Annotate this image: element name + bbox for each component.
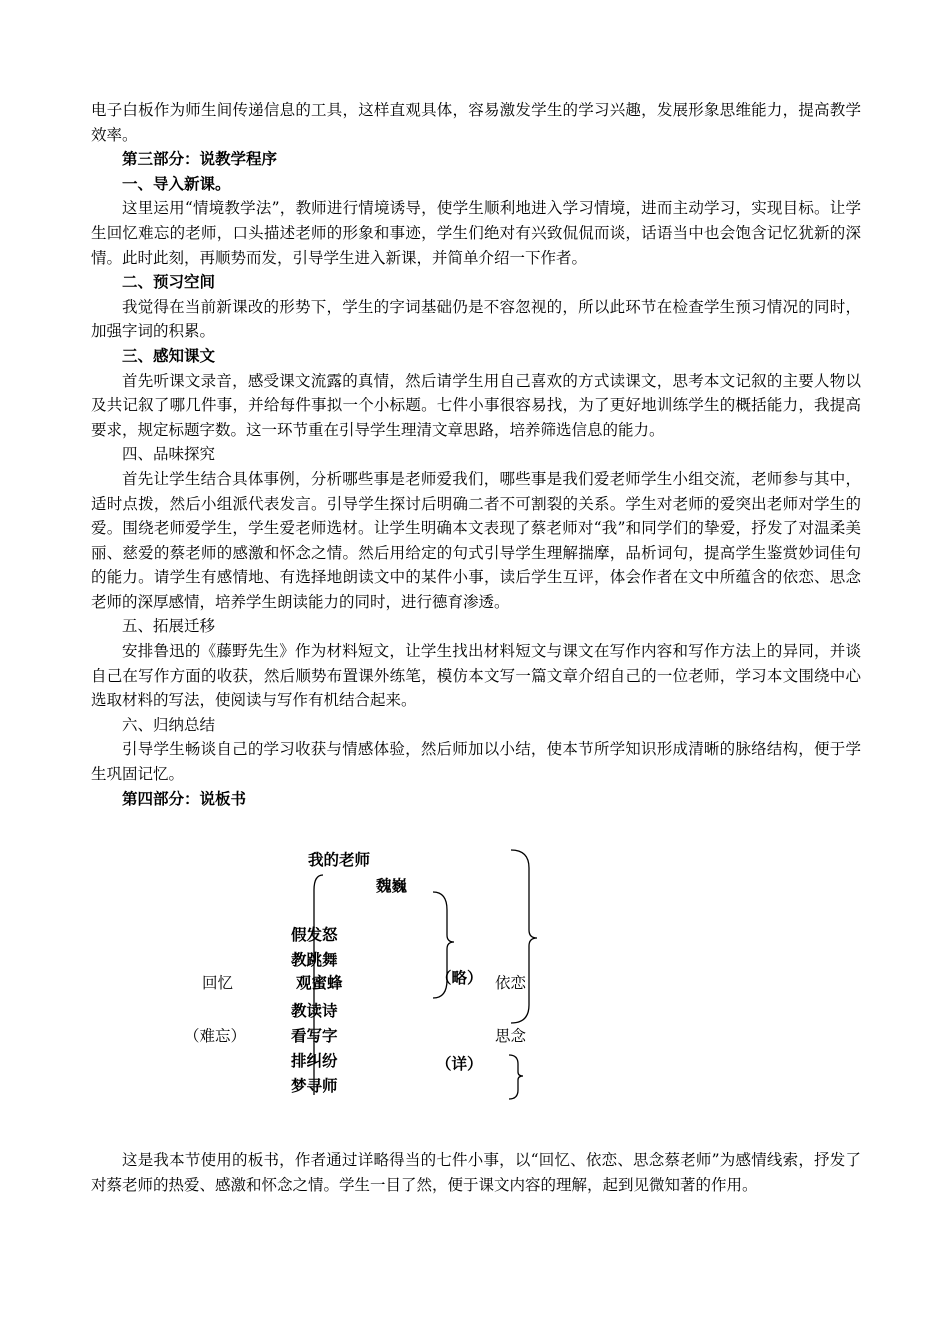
right-brace (511, 850, 537, 1023)
event-item: 看写字 (291, 1026, 338, 1045)
unforgettable-label: （难忘） (184, 1027, 247, 1045)
recall-label: 回忆 (202, 974, 234, 992)
paragraph-5: 安排鲁迅的《藤野先生》作为材料短文，让学生找出材料短文与课文在写作内容和写作方法上的异同，并谈自己在写作方面的收获，然后顺势布置课外练笔，模仿本文写一篇文章介绍自己的一位老师，学习本文围绕中心选取材料的写法，使阅读与写作有机结合起来。 (91, 642, 861, 710)
brief-label: （略） (436, 968, 483, 987)
event-item: 假发怒 (291, 925, 338, 944)
board-author: 魏巍 (376, 876, 408, 895)
subheading-4: 四、品味探究 (122, 445, 216, 464)
paragraph-2: 我觉得在当前新课改的形势下，学生的字词基础仍是不容忽视的，所以此环节在检查学生预习情况的同时，加强字词的积累。 (91, 297, 861, 341)
blackboard-diagram (91, 840, 861, 1110)
subheading-1: 一、导入新课。 (122, 173, 231, 193)
event-item: 梦寻师 (291, 1076, 338, 1095)
event-item: 教跳舞 (291, 950, 338, 969)
attachment-label: 依恋 (495, 974, 527, 992)
event-item: 观蜜蜂 (296, 973, 343, 992)
paragraph-4: 首先让学生结合具体事例，分析哪些事是老师爱我们，哪些事是我们爱老师学生小组交流，老师参与其中，适时点拨，然后小组派代表发言。引导学生探讨后明确二者不可割裂的关系。学生对老师的爱突出老师对学生的爱。围绕老师爱学生，学生爱老师选材。让学生明确本文表现了蔡老师对“我”和同学们的挚爱，抒发了对温柔美丽、慈爱的蔡老师的感激和怀念之情。然后用给定的句式引导学生理解揣摩，品析词句，提高学生鉴赏妙词佳句的能力。请学生有感情地、有选择地朗读文中的某件小事，读后学生互评，体会作者在文中所蕴含的依恋、思念老师的深厚感情，培养学生朗读能力的同时，进行德育渗透。 (91, 469, 861, 611)
paragraph-3: 首先听课文录音，感受课文流露的真情，然后请学生用自己喜欢的方式读课文，思考本文记叙的主要人物以及共记叙了哪几件事，并给每件事拟一个小标题。七件小事很容易找，为了更好地训练学生的概括能力，我提高要求，规定标题字数。这一环节重在引导学生理清文章思路，培养筛选信息的能力。 (91, 371, 861, 439)
event-item: 教读诗 (291, 1001, 338, 1020)
paragraph-6: 引导学生畅谈自己的学习收获与情感体验，然后师加以小结，使本节所学知识形成清晰的脉络结构，便于学生巩固记忆。 (91, 740, 861, 784)
subheading-6: 六、归纳总结 (122, 715, 216, 734)
subheading-2: 二、预习空间 (122, 272, 216, 292)
conclusion-text (91, 1148, 861, 1197)
subheading-3: 三、感知课文 (122, 345, 216, 365)
lesson-text (91, 98, 861, 811)
detail-brace (509, 1055, 523, 1099)
detail-label: （详） (436, 1054, 483, 1073)
paragraph-1: 这里运用“情境教学法”，教师进行情境诱导，使学生顺利地进入学习情境，进而主动学习，实现目标。让学生回忆难忘的老师，口头描述老师的形象和事迹，学生们绝对有兴致侃侃而谈，话语当中也会饱含记忆犹新的深情。此时此刻，再顺势而发，引导学生进入新课，并简单介绍一下作者。 (91, 199, 861, 267)
longing-label: 思念 (495, 1027, 527, 1045)
subheading-5: 五、拓展迁移 (122, 617, 216, 636)
section-heading-part4: 第四部分：说板书 (122, 788, 247, 808)
conclusion-paragraph: 这是我本节使用的板书，作者通过详略得当的七件小事，以“回忆、依恋、思念蔡老师”为感情线索，抒发了对蔡老师的热爱、感激和怀念之情。学生一目了然，便于课文内容的理解，起到见微知著的作用。 (91, 1151, 861, 1194)
event-item: 排纠纷 (291, 1051, 338, 1070)
paragraph-intro: 电子白板作为师生间传递信息的工具，这样直观具体，容易激发学生的学习兴趣，发展形象思维能力，提高教学效率。 (91, 101, 861, 144)
section-heading-part3: 第三部分：说教学程序 (122, 149, 278, 169)
board-title: 我的老师 (308, 850, 371, 869)
